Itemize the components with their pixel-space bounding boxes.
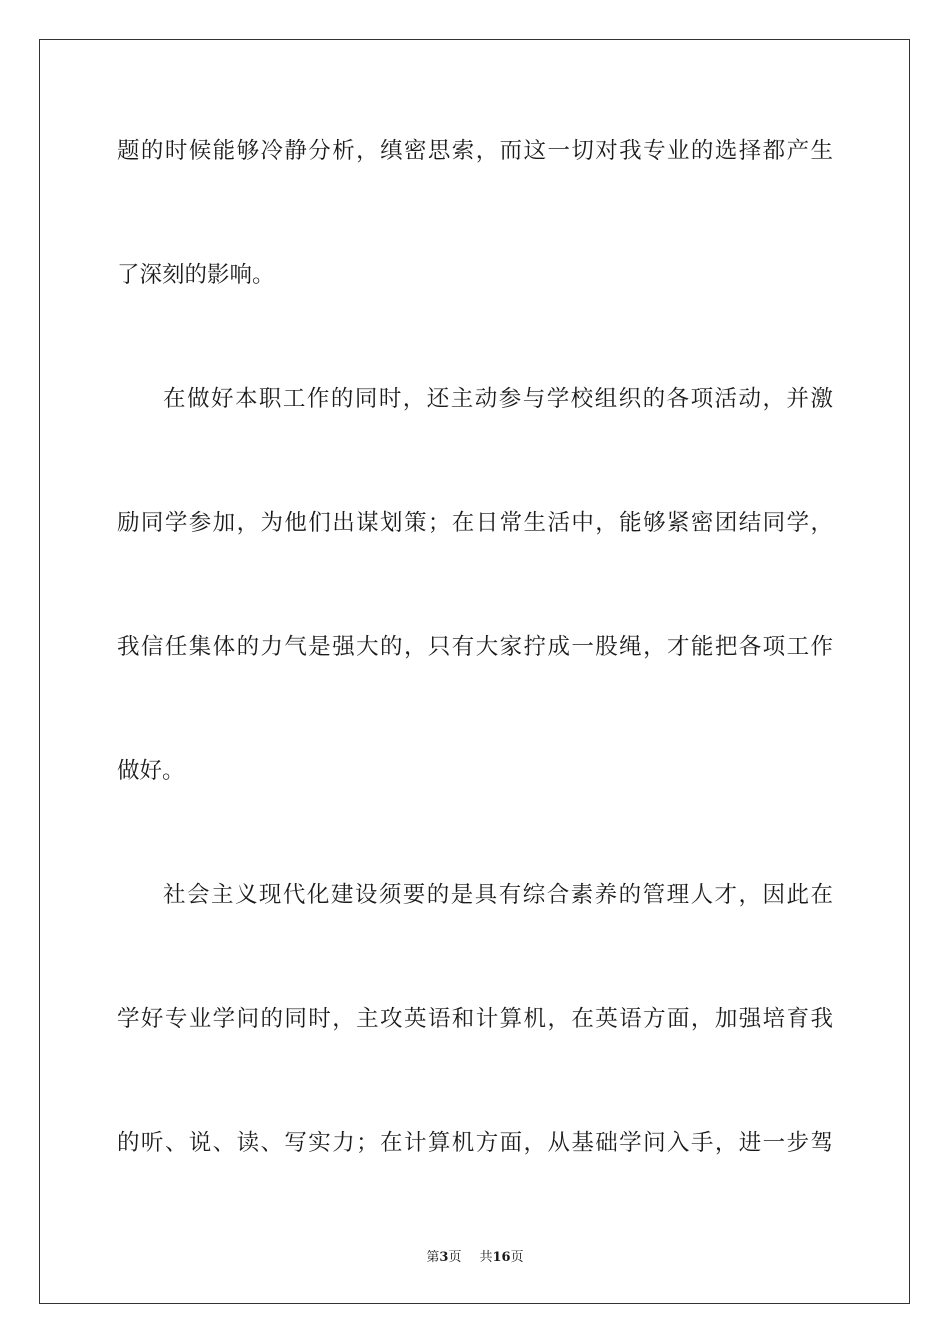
text-line: 了深刻的影响。 <box>117 262 275 288</box>
total-pages: 16 <box>492 1250 511 1265</box>
page-prefix: 第 <box>426 1250 440 1265</box>
page-suffix: 页 <box>448 1250 462 1265</box>
page-number: 3 <box>439 1250 449 1265</box>
total-suffix: 页 <box>510 1250 524 1265</box>
page-border <box>39 39 910 1304</box>
text-line: 我信任集体的力气是强大的，只有大家拧成一股绳，才能把各项工作 <box>117 634 833 660</box>
text-line: 励同学参加，为他们出谋划策；在日常生活中，能够紧密团结同学， <box>117 510 833 536</box>
text-line: 的听、说、读、写实力；在计算机方面，从基础学问入手，进一步驾 <box>117 1130 833 1156</box>
paragraph-first-line: 社会主义现代化建设须要的是具有综合素养的管理人才，因此在 <box>163 882 833 908</box>
text-line: 题的时候能够冷静分析，缜密思索，而这一切对我专业的选择都产生 <box>117 138 833 164</box>
paragraph-first-line: 在做好本职工作的同时，还主动参与学校组织的各项活动，并激 <box>163 386 833 412</box>
text-line: 学好专业学问的同时，主攻英语和计算机，在英语方面，加强培育我 <box>117 1006 833 1032</box>
page-footer <box>0 1246 950 1265</box>
text-line: 做好。 <box>117 758 185 784</box>
total-prefix: 共 <box>479 1250 493 1265</box>
